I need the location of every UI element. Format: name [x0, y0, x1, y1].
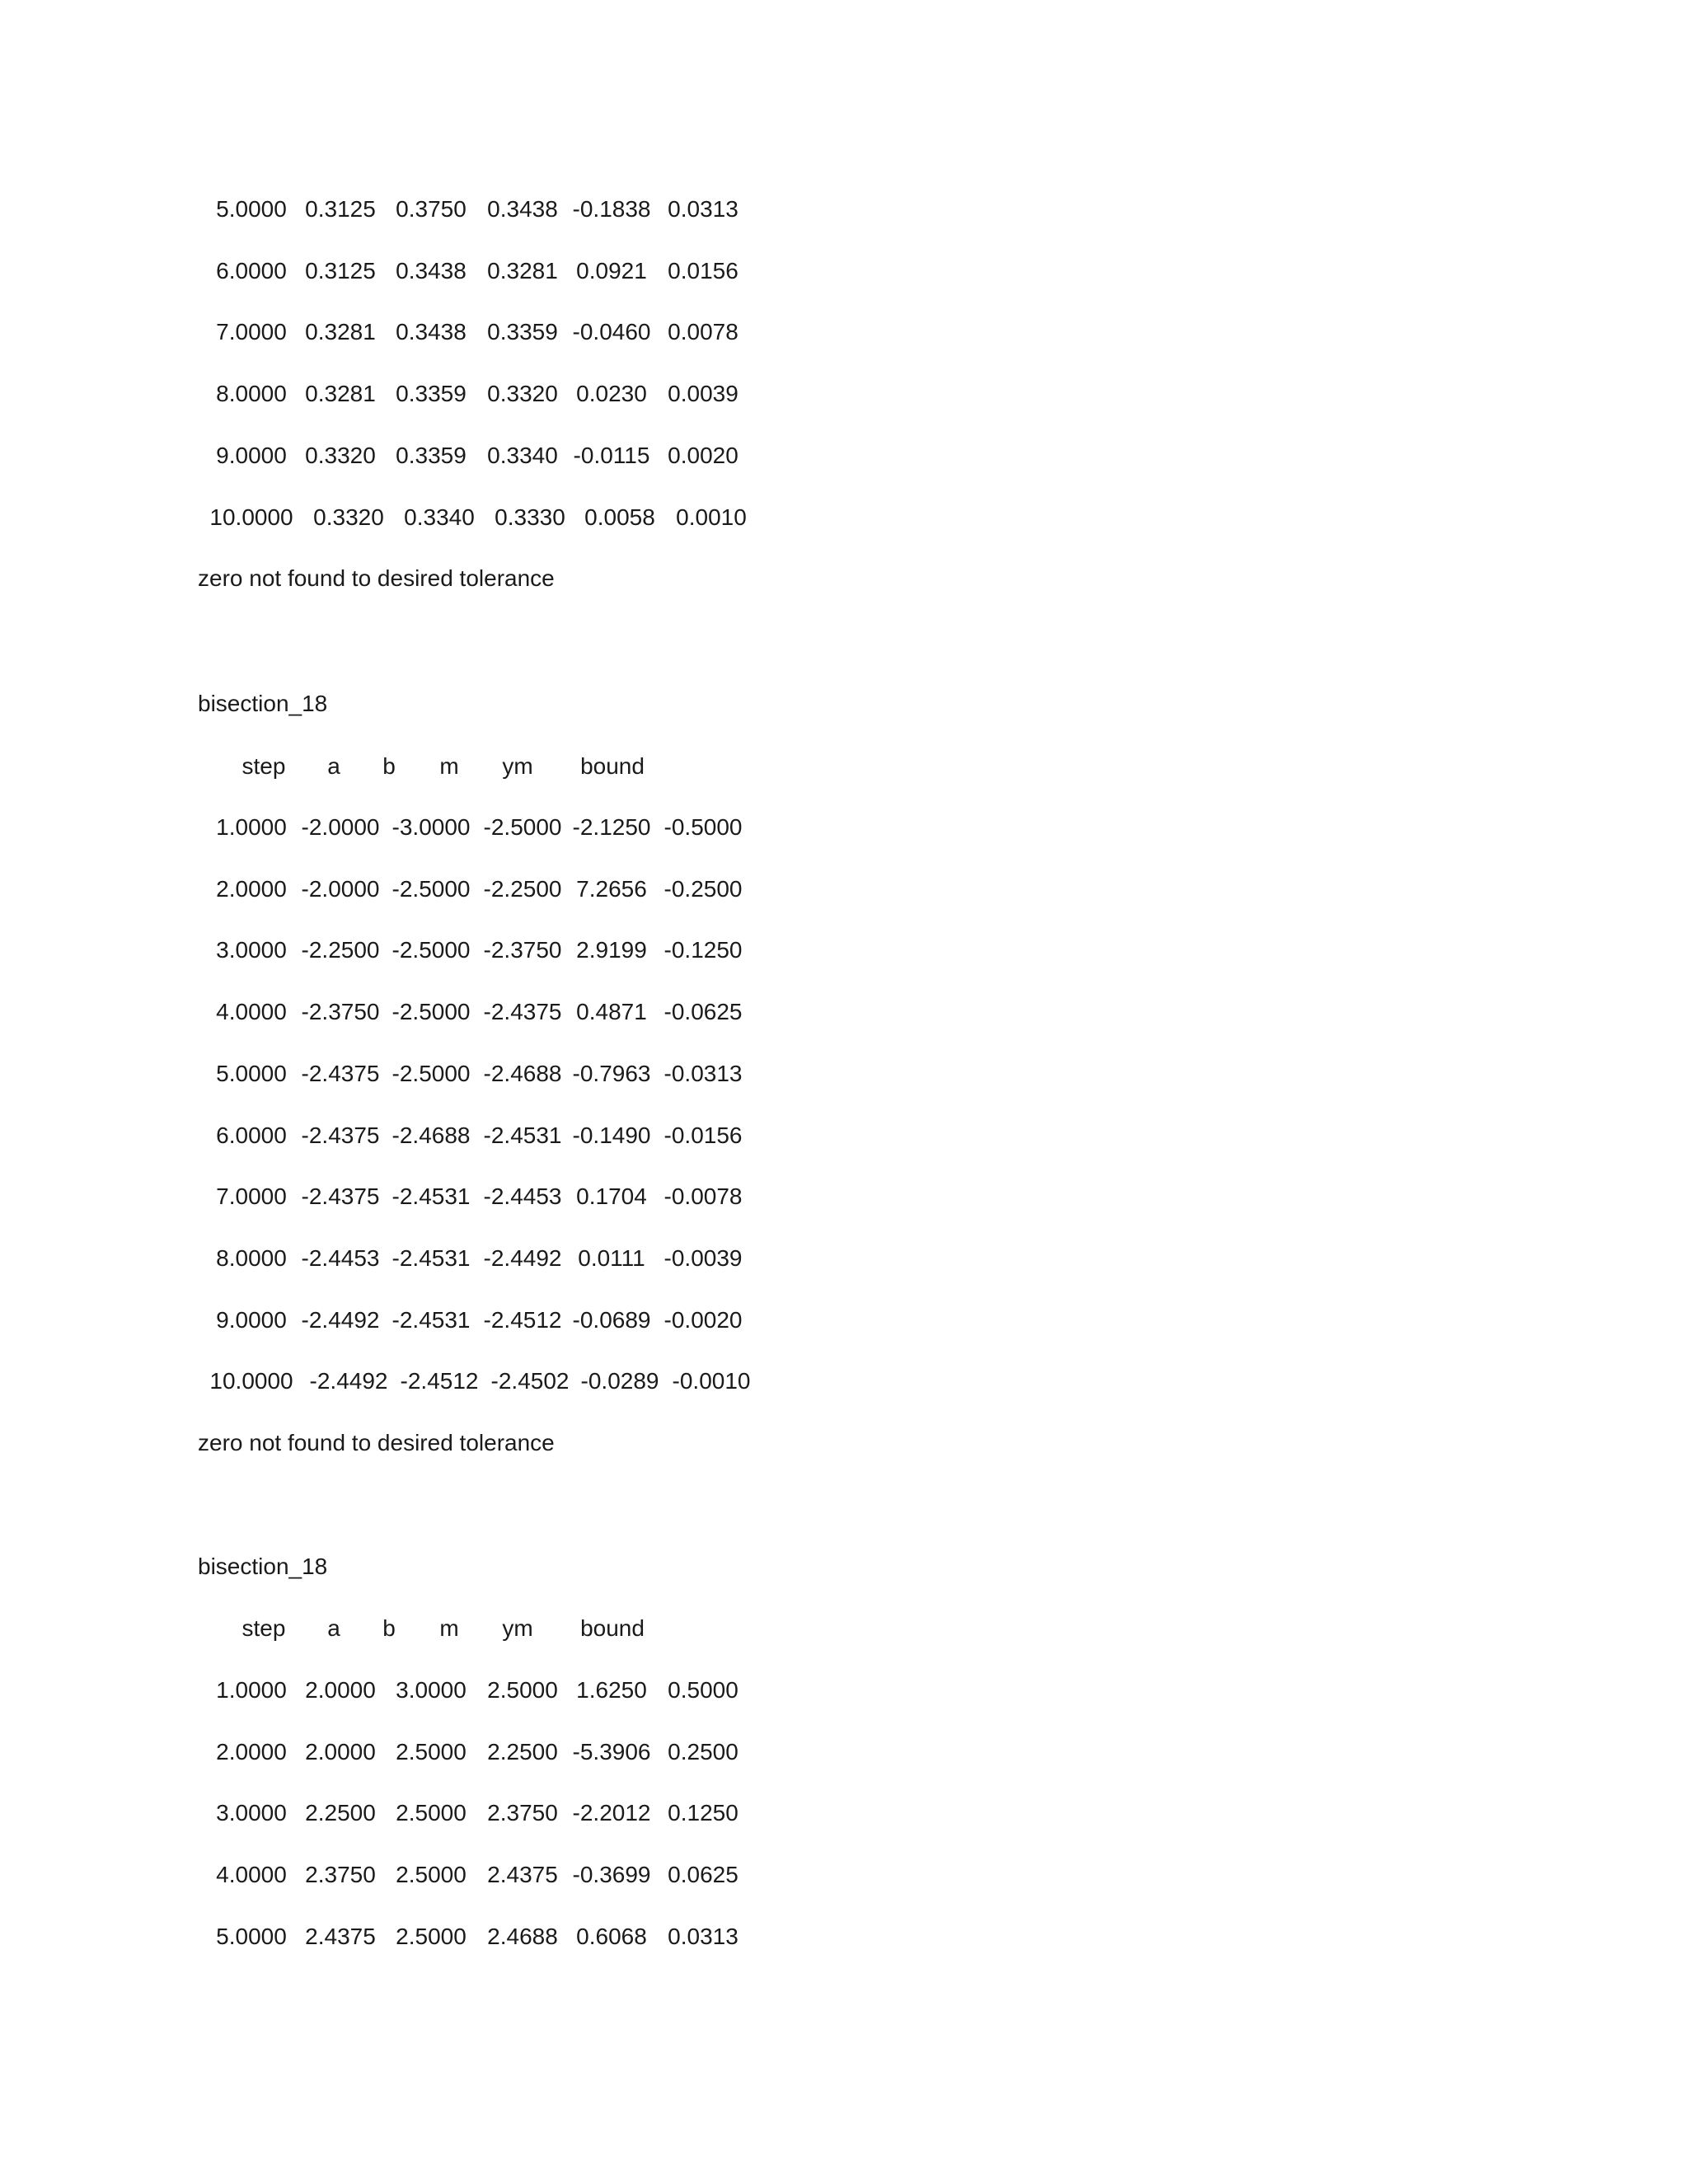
table-cell: -0.1838: [572, 196, 651, 222]
table-cell: 0.3438: [487, 196, 558, 222]
table-cell: -2.4502: [490, 1368, 570, 1394]
table-cell: -0.0078: [663, 1183, 743, 1210]
table-cell: -2.4531: [392, 1183, 471, 1210]
table-cell: -0.7963: [572, 1060, 651, 1086]
table-cell: 0.3340: [487, 442, 558, 468]
column-header: a: [327, 1615, 340, 1641]
table-cell: 2.4375: [487, 1862, 558, 1888]
table-cell: 0.0039: [668, 381, 738, 407]
table-cell: -2.5000: [392, 875, 471, 902]
table-cell: -2.5000: [392, 999, 471, 1025]
column-header: b: [382, 1615, 396, 1641]
table-cell: 5.0000: [216, 196, 287, 222]
table-cell: 0.0625: [668, 1862, 738, 1888]
column-header: ym: [502, 753, 533, 779]
table-cell: 0.3281: [487, 257, 558, 284]
table-cell: 5.0000: [216, 1923, 287, 1949]
table-cell: 0.3125: [305, 196, 376, 222]
table-cell: -2.2500: [301, 937, 380, 963]
table-cell: 2.3750: [305, 1862, 376, 1888]
table-cell: -0.0460: [572, 319, 651, 345]
table-cell: 0.0313: [668, 196, 738, 222]
table-cell: 0.0111: [578, 1244, 645, 1271]
table-cell: 1.0000: [216, 1677, 287, 1703]
table-cell: -2.4492: [483, 1244, 562, 1271]
table-cell: -2.4531: [392, 1244, 471, 1271]
table-cell: -5.3906: [572, 1738, 651, 1765]
table-cell: 0.3320: [487, 381, 558, 407]
table-cell: 10.0000: [209, 1368, 293, 1394]
table-cell: 0.3359: [396, 381, 467, 407]
column-header: ym: [502, 1615, 533, 1641]
table-cell: 0.3320: [305, 442, 376, 468]
table-cell: -2.0000: [301, 875, 380, 902]
table-cell: 0.3359: [396, 442, 467, 468]
table-cell: 8.0000: [216, 381, 287, 407]
table-cell: 6.0000: [216, 257, 287, 284]
column-header: m: [439, 1615, 459, 1641]
table-cell: -2.2500: [483, 875, 562, 902]
column-header: bound: [580, 1615, 645, 1641]
table-cell: 0.3359: [487, 319, 558, 345]
table-cell: -0.0020: [663, 1306, 743, 1333]
table-cell: 9.0000: [216, 442, 287, 468]
table-cell: 0.0078: [668, 319, 738, 345]
table-cell: 0.3340: [404, 504, 475, 530]
table-cell: 7.0000: [216, 319, 287, 345]
table-cell: -0.0313: [663, 1060, 743, 1086]
table-cell: 0.6068: [576, 1923, 647, 1949]
table-cell: -0.0625: [663, 999, 743, 1025]
block-title-text: bisection_18: [198, 691, 328, 716]
table-cell: 0.3281: [305, 319, 376, 345]
table-cell: 0.2500: [668, 1738, 738, 1765]
table-cell: -0.1490: [572, 1122, 651, 1148]
table-cell: 5.0000: [216, 1060, 287, 1086]
table-cell: -0.1250: [663, 937, 743, 963]
table-cell: -2.5000: [392, 937, 471, 963]
table-cell: 2.5000: [396, 1738, 467, 1765]
table-cell: -0.0039: [663, 1244, 743, 1271]
table-cell: 0.3320: [313, 504, 384, 530]
table-cell: -0.0156: [663, 1122, 743, 1148]
table-cell: -2.4688: [483, 1060, 562, 1086]
table-cell: 2.2500: [305, 1800, 376, 1826]
table-cell: 7.2656: [576, 875, 647, 902]
table-cell: 0.3438: [396, 319, 467, 345]
column-header: b: [382, 753, 396, 779]
table-cell: 7.0000: [216, 1183, 287, 1210]
table-cell: -2.4375: [483, 999, 562, 1025]
column-header: step: [241, 753, 286, 779]
table-cell: -2.4531: [392, 1306, 471, 1333]
table-cell: -0.2500: [663, 875, 743, 902]
table-cell: 2.0000: [216, 1738, 287, 1765]
table-cell: -2.2012: [572, 1800, 651, 1826]
table-cell: 0.0313: [668, 1923, 738, 1949]
table-cell: -0.0289: [580, 1368, 659, 1394]
table-cell: 6.0000: [216, 1122, 287, 1148]
table-cell: 0.3330: [495, 504, 565, 530]
table-cell: -2.4492: [309, 1368, 388, 1394]
table-cell: 10.0000: [209, 504, 293, 530]
table-cell: 2.5000: [487, 1677, 558, 1703]
table-cell: 0.5000: [668, 1677, 738, 1703]
table-cell: 3.0000: [216, 937, 287, 963]
table-cell: -2.5000: [483, 814, 562, 840]
table-cell: -2.4375: [301, 1183, 380, 1210]
table-cell: 2.3750: [487, 1800, 558, 1826]
table-cell: -0.5000: [663, 814, 743, 840]
table-cell: -2.4512: [483, 1306, 562, 1333]
table-cell: -2.4375: [301, 1122, 380, 1148]
table-cell: 3.0000: [216, 1800, 287, 1826]
column-header: a: [327, 753, 340, 779]
block-title-text: bisection_18: [198, 1554, 328, 1579]
table-cell: -3.0000: [392, 814, 471, 840]
table-cell: 0.1250: [668, 1800, 738, 1826]
table-cell: -2.4453: [483, 1183, 562, 1210]
table-cell: 0.0921: [576, 257, 647, 284]
table-cell: -2.4375: [301, 1060, 380, 1086]
table-cell: 2.0000: [216, 875, 287, 902]
table-cell: 1.0000: [216, 814, 287, 840]
table-cell: -0.3699: [572, 1862, 651, 1888]
table-cell: 2.9199: [576, 937, 647, 963]
table-cell: -2.3750: [483, 937, 562, 963]
table-cell: -2.4453: [301, 1244, 380, 1271]
table-cell: 0.4871: [576, 999, 647, 1025]
table-cell: 9.0000: [216, 1306, 287, 1333]
table-cell: 0.3281: [305, 381, 376, 407]
table-cell: 8.0000: [216, 1244, 287, 1271]
column-header: bound: [580, 753, 645, 779]
table-cell: -2.4512: [400, 1368, 479, 1394]
table-cell: 0.0020: [668, 442, 738, 468]
table-cell: 4.0000: [216, 1862, 287, 1888]
table-cell: -2.4688: [392, 1122, 471, 1148]
table-cell: 2.4688: [487, 1923, 558, 1949]
table-cell: 2.0000: [305, 1677, 376, 1703]
table-cell: 0.0010: [676, 504, 747, 530]
table-cell: 2.4375: [305, 1923, 376, 1949]
table-cell: -2.4492: [301, 1306, 380, 1333]
table-cell: 4.0000: [216, 999, 287, 1025]
column-header: step: [241, 1615, 286, 1641]
table-cell: 2.5000: [396, 1923, 467, 1949]
table-cell: -2.4531: [483, 1122, 562, 1148]
column-header: m: [439, 753, 459, 779]
table-cell: 0.0230: [576, 381, 647, 407]
table-cell: -0.0689: [572, 1306, 651, 1333]
table-cell: 0.3750: [396, 196, 467, 222]
table-cell: 2.5000: [396, 1862, 467, 1888]
table-cell: -2.0000: [301, 814, 380, 840]
table-cell: 0.0156: [668, 257, 738, 284]
table-cell: -2.5000: [392, 1060, 471, 1086]
table-cell: 0.1704: [576, 1183, 647, 1210]
table-cell: 0.3438: [396, 257, 467, 284]
status-message-text: zero not found to desired tolerance: [198, 1430, 555, 1455]
table-cell: 1.6250: [576, 1677, 647, 1703]
table-cell: -0.0010: [672, 1368, 751, 1394]
table-cell: -0.0115: [573, 442, 650, 468]
table-cell: 0.3125: [305, 257, 376, 284]
table-cell: 2.0000: [305, 1738, 376, 1765]
table-cell: 0.0058: [584, 504, 655, 530]
table-cell: 2.2500: [487, 1738, 558, 1765]
table-cell: -2.1250: [572, 814, 651, 840]
table-cell: 2.5000: [396, 1800, 467, 1826]
status-message-text: zero not found to desired tolerance: [198, 565, 555, 592]
table-cell: 3.0000: [396, 1677, 467, 1703]
table-cell: -2.3750: [301, 999, 380, 1025]
